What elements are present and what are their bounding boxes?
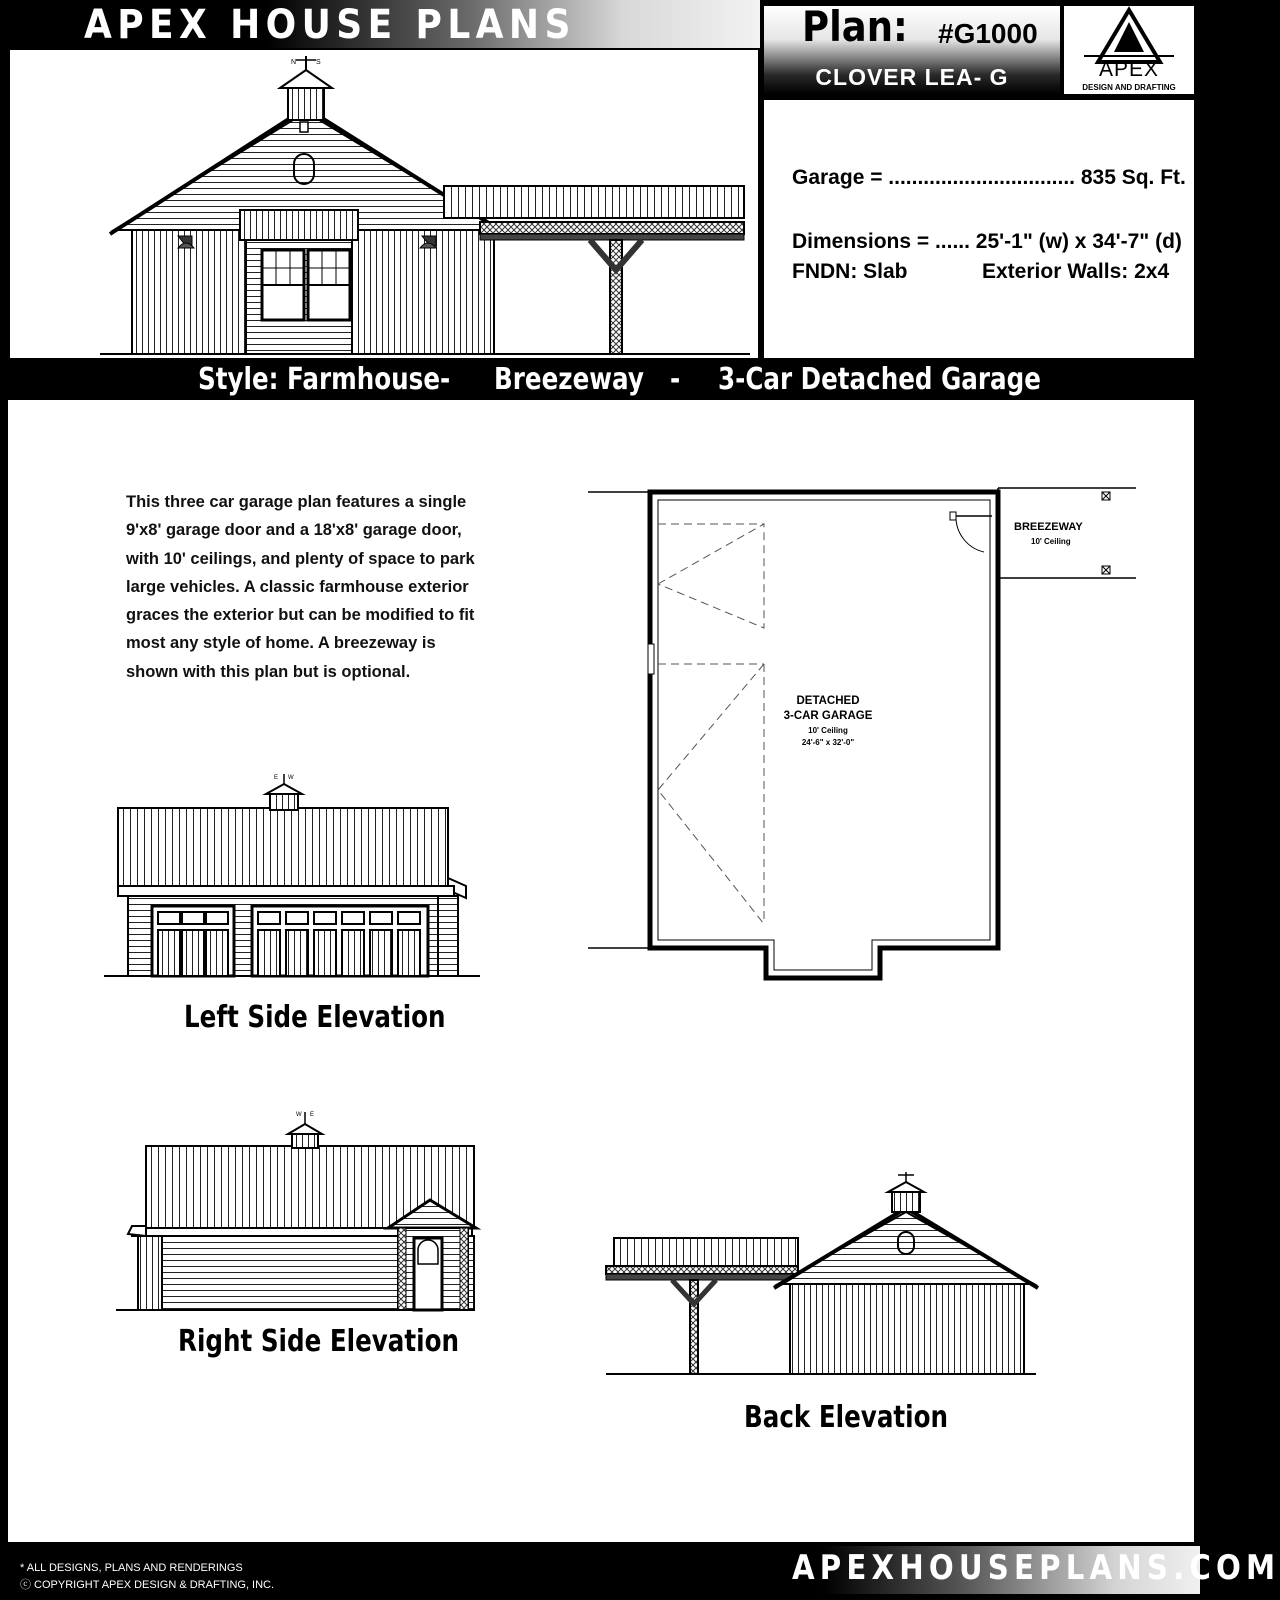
- garage-label-2: 3-CAR GARAGE: [783, 710, 873, 722]
- spec-exterior-walls: Exterior Walls: 2x4: [982, 260, 1170, 283]
- plan-label: Plan:: [802, 2, 908, 51]
- content-panel: [8, 400, 1194, 1542]
- compass-s: S: [316, 59, 321, 66]
- footer-url[interactable]: APEXHOUSEPLANS.COM: [792, 1548, 1280, 1588]
- garage-label-1: DETACHED: [796, 695, 860, 707]
- spec-foundation-row: [792, 260, 1170, 284]
- compass-n: N: [291, 59, 297, 66]
- style-feature: Breezeway: [494, 362, 644, 397]
- footer-copyright-line: ⓒ COPYRIGHT APEX DESIGN & DRAFTING, INC.: [20, 1579, 275, 1591]
- right-elevation-drawing: [116, 1104, 476, 1314]
- garage-door-double: [252, 906, 428, 976]
- logo-subtext: DESIGN AND DRAFTING: [1082, 83, 1176, 92]
- back-elevation-caption: Back Elevation: [744, 1400, 949, 1435]
- plan-number: #G1000: [938, 18, 1038, 49]
- plan-header: [762, 4, 1062, 96]
- logo-triangle-icon: [1064, 6, 1194, 66]
- spec-garage: Garage = ................................ 835 Sq. Ft.: [792, 166, 1186, 189]
- spec-foundation: FNDN: Slab: [792, 260, 908, 283]
- plan-name: CLOVER LEA- G: [815, 64, 1009, 90]
- compass-w: W: [296, 1112, 302, 1118]
- floor-plan-drawing: [588, 480, 1148, 980]
- style-separator: -: [670, 362, 681, 397]
- brand-banner: [0, 0, 760, 48]
- plan-description: This three car garage plan features a single 9'x8' garage door and a 18'x8' garage door, with 10' ceilings, and plenty of space to park large vehicles. A classic farmhouse exterior graces the exterior but can be modified to fit most any style of home. A breezeway is shown with this plan but is optional.: [126, 493, 475, 681]
- compass-e: E: [310, 1112, 315, 1118]
- style-separator: -: [440, 362, 451, 397]
- footer-url-banner: [780, 1546, 1280, 1594]
- spec-dimensions: Dimensions = ...... 25'-1" (w) x 34'-7" (d): [792, 230, 1182, 253]
- style-label: Style: Farmhouse: [198, 362, 441, 397]
- footer-copyright: [20, 1560, 274, 1594]
- footer-note: * ALL DESIGNS, PLANS AND RENDERINGS: [20, 1562, 243, 1574]
- back-elevation-drawing: [606, 1170, 1046, 1380]
- garage-size: 24'-6" x 32'-0": [801, 738, 855, 747]
- garage-ceiling: 10' Ceiling: [808, 726, 848, 735]
- apex-logo: [1062, 4, 1196, 96]
- style-bar: [0, 360, 1202, 400]
- left-elevation-caption: Left Side Elevation: [184, 1000, 446, 1035]
- front-elevation-drawing: [10, 50, 762, 362]
- left-elevation-drawing: [102, 772, 482, 982]
- breezeway-ceiling: 10' Ceiling: [1031, 537, 1071, 546]
- front-elevation-rendering: [8, 48, 760, 360]
- specs-panel: [762, 98, 1196, 360]
- garage-door-single: [152, 906, 234, 976]
- breezeway-label: BREEZEWAY: [1014, 521, 1083, 533]
- brand-title: APEX HOUSE PLANS: [84, 2, 576, 48]
- logo-text: APEX: [1098, 58, 1160, 81]
- compass-e: E: [274, 775, 279, 781]
- right-elevation-caption: Right Side Elevation: [178, 1324, 459, 1359]
- style-type: 3-Car Detached Garage: [718, 362, 1041, 397]
- compass-w: W: [288, 775, 294, 781]
